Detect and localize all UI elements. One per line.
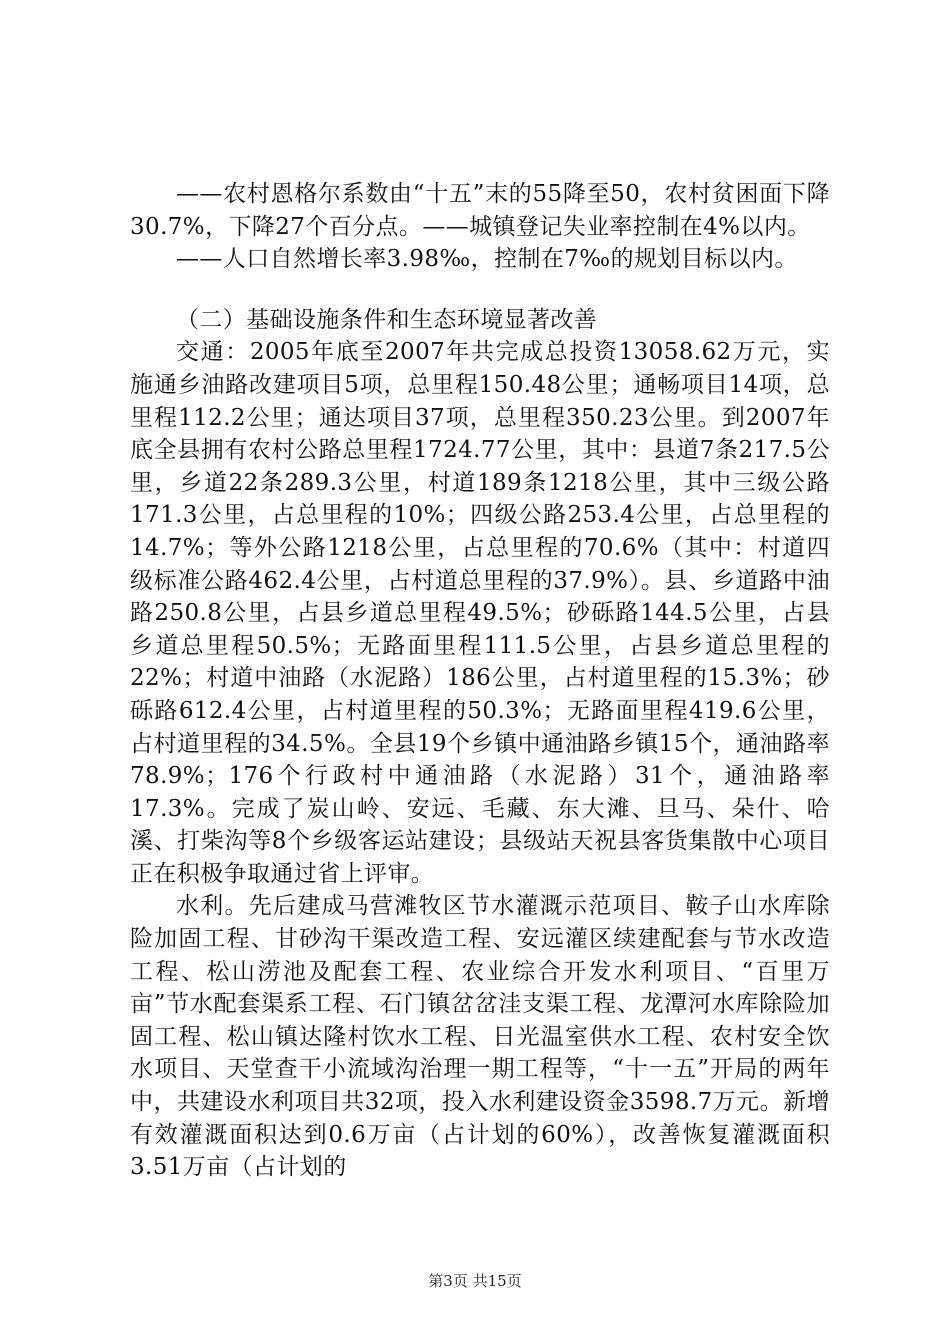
document-body: [130, 178, 830, 1184]
paragraph-rural-engel: ——农村恩格尔系数由“十五”末的55降至50，农村贫困面下降30.7%，下降27个百分点。——城镇登记失业率控制在4%以内。: [130, 181, 830, 240]
paragraph-population-growth: ——人口自然增长率3.98‰，控制在7‰的规划目标以内。: [176, 246, 798, 273]
page-footer: 第3页 共15页: [428, 1272, 522, 1290]
paragraph-spacer: [130, 276, 830, 304]
paragraph-transport: 交通：2005年底至2007年共完成总投资13058.62万元，实施通乡油路改建项目5项，总里程150.48公里；通畅项目14项，总里程112.2公里；通达项目37项，总里程350.23公里。到2007年底全县拥有农村公路总里程1724.77公里，其中：县道7条217.5公里，乡道22条289.3公里，村道189条1218公里，其中三级公路171.3公里，占总里程的10%；四级公路253.4公里，占总里程的14.7%；等外公路1218公里，占总里程的70.6%（其中：村道四级标准公路462.4公里，占村道总里程的37.9%）。县、乡道路中油路250.8公里，占县乡道总里程49.5%；砂砾路144.5公里，占县乡道总里程50.5%；无路面里程111.5公里，占县乡道总里程的22%；村道中油路（水泥路）186公里，占村道里程的15.3%；砂砾路612.4公里，占村道里程的50.3%；无路面里程419.6公里，占村道里程的34.5%。全县19个乡镇中通油路乡镇15个，通油路率78.9%；176个行政村中通油路（水泥路）31个，通油路率17.3%。完成了炭山岭、安远、毛藏、东大滩、旦马、朵什、哈溪、打柴沟等8个乡级客运站建设；县级站天祝县客货集散中心项目正在积极争取通过省上评审。: [130, 339, 830, 887]
section-heading: （二）基础设施条件和生态环境显著改善: [176, 306, 598, 333]
paragraph-water-conservancy: 水利。先后建成马营滩牧区节水灌溉示范项目、鞍子山水库除险加固工程、甘砂沟干渠改造工程、安远灌区续建配套与节水改造工程、松山涝池及配套工程、农业综合开发水利项目、“百里万亩”节水配套渠系工程、石门镇岔岔洼支渠工程、龙潭河水库除险加固工程、松山镇达隆村饮水工程、日光温室供水工程、农村安全饮水项目、天堂查干小流域沟治理一期工程等，“十一五”开局的两年中，共建设水利项目共32项，投入水利建设资金3598.7万元。新增有效灌溉面积达到0.6万亩（占计划的60%），改善恢复灌溉面积3.51万亩（占计划的: [130, 893, 830, 1181]
